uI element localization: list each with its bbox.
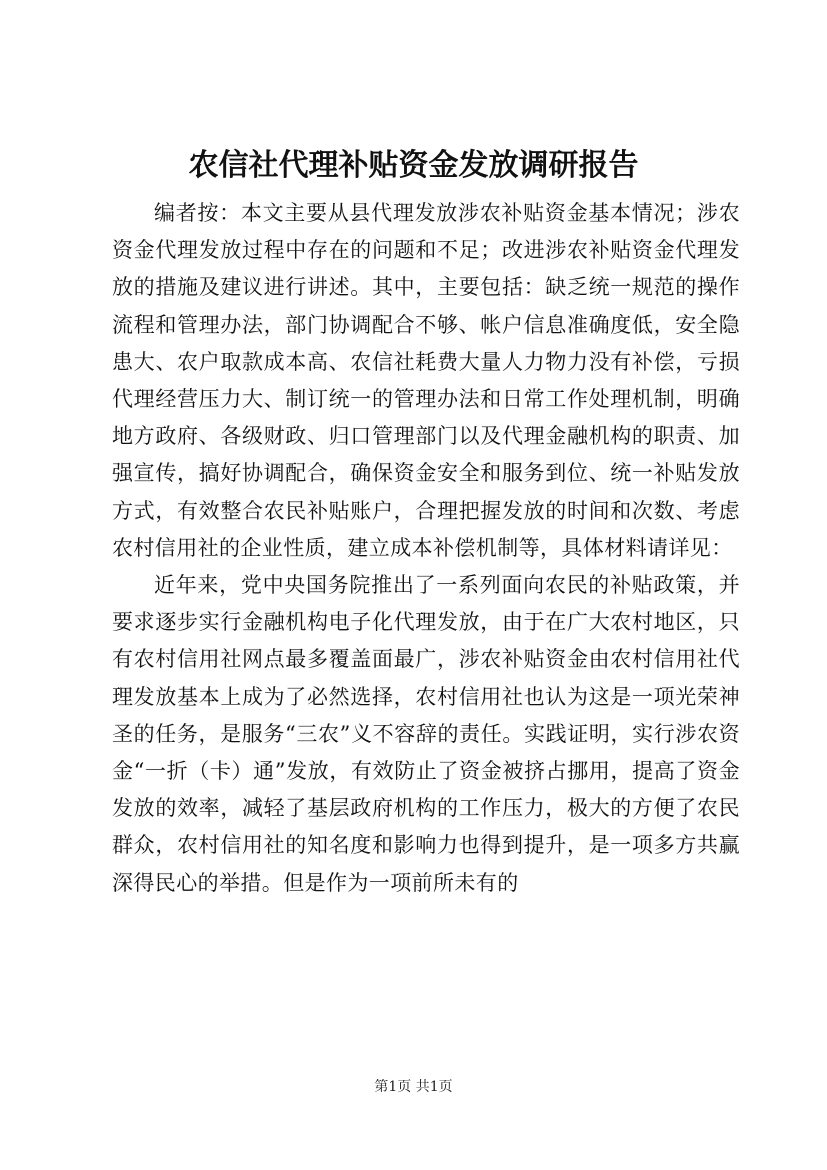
editor-note-paragraph: 编者按：本文主要从县代理发放涉农补贴资金基本情况；涉农资金代理发放过程中存在的问题和不足；改进涉农补贴资金代理发放的措施及建议进行讲述。其中，主要包括：缺乏统一规范的操作流程和管理办法，部门协调配合不够、帐户信息准确度低，安全隐患大、农户取款成本高、农信社耗费大量人力物力没有补偿，亏损代理经营压力大、制订统一的管理办法和日常工作处理机制，明确地方政府、各级财政、归口管理部门以及代理金融机构的职责、加强宣传，搞好协调配合，确保资金安全和服务到位、统一补贴发放方式，有效整合农民补贴账户，合理把握发放的时间和次数、考虑农村信用社的企业性质，建立成本补偿机制等，具体材料请详见： xyxy=(112,201,740,560)
body-paragraph: 近年来，党中央国务院推出了一系列面向农民的补贴政策，并要求逐步实行金融机构电子化代理发放，由于在广大农村地区，只有农村信用社网点最多覆盖面最广，涉农补贴资金由农村信用社代理发放基本上成为了必然选择，农村信用社也认为这是一项光荣神圣的任务，是服务“三农”义不容辞的责任。实践证明，实行涉农资金“一折（卡）通”发放，有效防止了资金被挤占挪用，提高了资金发放的效率，减轻了基层政府机构的工作压力，极大的方便了农民群众，农村信用社的知名度和影响力也得到提升，是一项多方共赢深得民心的举措。但是作为一项前所未有的 xyxy=(112,573,740,895)
document-title: 农信社代理补贴资金发放调研报告 xyxy=(188,148,639,183)
page-number-footer: 第1页 共1页 xyxy=(374,1079,453,1095)
document-body xyxy=(112,195,740,902)
